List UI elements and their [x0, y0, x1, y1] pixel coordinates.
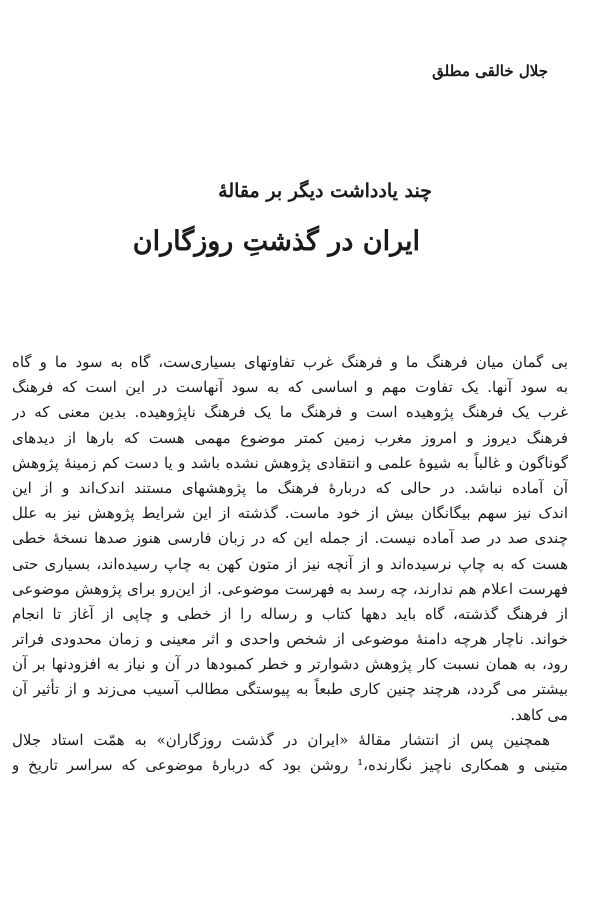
article-subtitle: چند یادداشت دیگر بر مقالهٔ: [218, 180, 432, 202]
body-line: از فرهنگ گذشته، گاه باید دهها کتاب و رساله را از خطی و چاپی از آغاز تا انجام: [12, 604, 568, 623]
body-line: فهرست اعلام هم ندارند، چه رسد به فهرست موضوعی. از این‌رو برای پژوهش موضوعی: [12, 579, 568, 598]
body-line: هست که به چاپ نرسیده‌اند و از آنچه نیز از متون کهن به چاپ رسیده‌اند، بسیاری حتی: [12, 554, 568, 573]
body-line: رود، به همان نسبت کار پژوهش دشوارتر و خطر کمبودها در آن و نیاز به افزودنها بر آن: [12, 655, 568, 674]
article-body: [12, 350, 568, 778]
body-line: می کاهد.: [510, 705, 568, 724]
article-title: ایران در گذشتِ روزگاران: [132, 226, 420, 257]
body-line: به سود آنها. یک تفاوت مهم و اساسی که به سود آنهاست در این است که فرهنگ: [12, 378, 568, 397]
body-line: خواند. ناچار هرچه دامنهٔ موضوعی از شخص واحدی و اثر معینی و زمان محدودی فراتر: [12, 630, 568, 649]
author-name: جلال خالقی مطلق: [432, 62, 548, 80]
body-line: اندک نیز سهم بیگانگان بیش از خود ماست. گذشته از این شرایط پژوهش نیز به علل: [12, 504, 568, 523]
body-line: بی گمان میان فرهنگ ما و فرهنگ غرب تفاوتهای بسیاری‌ست، گاه به سود ما و گاه: [12, 353, 568, 371]
body-line: چندی صد در صد آماده نیست. از جمله این که در زبان فارسی هنوز صدها نسخهٔ خطی: [12, 529, 568, 548]
body-line: متینی و همکاری ناچیز نگارنده،¹ روشن بود که دربارهٔ موضوعی که سراسر تاریخ و: [12, 756, 568, 774]
body-line: همچنین پس از انتشار مقالهٔ «ایران در گذشت روزگاران» به همّت استاد جلال: [12, 730, 550, 749]
body-line: غرب یک فرهنگ پژوهیده است و فرهنگ ما یک فرهنگ ناپژوهیده. بدین معنی که در: [12, 403, 568, 422]
body-line: فرهنگ دیروز و امروز مغرب زمین کمتر موضوع مهمی هست که بارها از دیدهای: [12, 428, 568, 447]
body-line: آن آماده نباشد. در حالی که دربارهٔ فرهنگ ما پژوهشهای مستند اندک‌اند و از این: [12, 478, 568, 497]
body-line: گوناگون و غالباً به شیوهٔ علمی و انتقادی پژوهش نشده باشد و یا دست کم زمینهٔ پژوهش: [12, 453, 568, 472]
body-line: بیشتر می گردد، هرچند چنین کاری طبعاً به پیوستگی مطالب آسیب می‌زند و از تأثیر آن: [12, 680, 568, 699]
